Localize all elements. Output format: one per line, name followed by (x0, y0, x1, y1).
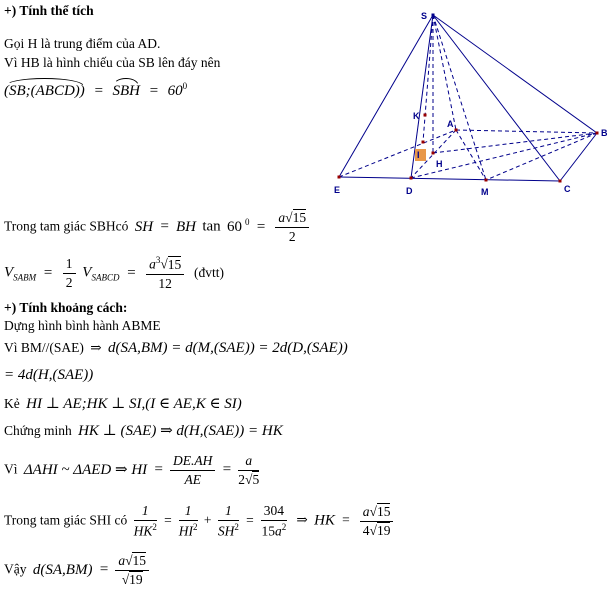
figure-point-label-I: I (417, 150, 420, 160)
angle-value: 60 (167, 83, 183, 99)
figure-point-marker-D (410, 177, 413, 180)
figure-point-marker-H (432, 152, 435, 155)
figure-point-marker-A (455, 129, 458, 132)
plus-sign: + (203, 512, 212, 528)
figure-point-marker-S (432, 14, 435, 17)
figure-edge-SA (433, 15, 456, 130)
equals-sign: = (255, 218, 267, 235)
line-ke: Kẻ HI ⊥ AE;HK ⊥ SI,(I ∈ AE,K ∈ SI) (4, 396, 242, 412)
figure-point-label-H: H (436, 159, 443, 169)
formula-sh: Trong tam giác SBHcó SH = BH tan 60 $^0$ = $\frac{a√15}{2}$ (4, 210, 312, 245)
figure-point-marker-M (485, 179, 488, 182)
fraction-asqrt15-over-4sqrt19: $\frac{a√15}{4√19}$ (360, 504, 394, 539)
line-chung-minh: Chứng minh HK ⊥ (SAE) ⇒ d(H,(SAE)) = HK (4, 423, 283, 439)
figure-edge-SB (433, 15, 597, 133)
line-shi: Trong tam giác SHI có $\frac{1}{HK^2}$ = $\frac{1}{HI^2}$ + $\frac{1}{SH^2}$ = $\frac{304}{15a^2}$ ⇒ HK = $\frac{a√15}{4√19}$ (4, 503, 396, 540)
figure-edge-CB (560, 133, 597, 181)
equals-sign: = (159, 218, 170, 235)
figure-point-marker-E (338, 176, 341, 179)
figure-point-marker-I (422, 141, 425, 144)
fraction-a-sqrt15-over-2: $\frac{a√15}{2}$ (275, 210, 309, 245)
figure-point-label-S: S (421, 11, 428, 21)
fraction-1-over-hk2: $\frac{1}{HK^2}$ (133, 503, 157, 539)
heading-distance: +) Tính khoảng cách: (4, 300, 128, 315)
figure-point-marker-B (596, 132, 599, 135)
figure-point-label-B: B (601, 128, 608, 138)
line-midpoint: Gọi H là trung điểm của AD. (4, 36, 161, 51)
line-bm: Vì BM//(SAE) ⇒ d(SA,BM) = d(M,(SAE)) = 2d(D,(SAE)) (4, 340, 348, 356)
equals-sign: = (98, 561, 109, 578)
formula-angle (4, 81, 187, 100)
figure-point-marker-C (559, 180, 562, 183)
fraction-1-over-sh2: $\frac{1}{SH^2}$ (217, 503, 239, 539)
equals-sign: = (148, 83, 159, 99)
fraction-a3-sqrt15-over-12: $\frac{a^3√15}{12}$ (146, 255, 184, 292)
figure-point-label-C: C (564, 184, 571, 194)
equals-sign: = (153, 461, 164, 478)
sh-prefix: Trong tam giác SBHcó (4, 218, 129, 234)
figure-point-label-K: K (413, 111, 420, 121)
fraction-deah-over-ae: $\frac{DE.AH}{AE}$ (170, 453, 215, 488)
line-projection: Vì HB là hình chiếu của SB lên đáy nên (4, 55, 221, 70)
angle-lhs: (SB;(ABCD)) (4, 83, 85, 99)
fraction-1-over-hi2: $\frac{1}{HI^2}$ (178, 503, 198, 539)
implies-arrow: ⇒ (90, 340, 102, 355)
equals-sign: = (221, 461, 232, 478)
figure-point-label-A: A (447, 119, 454, 129)
figure-point-marker-K (424, 114, 427, 117)
equals-sign: = (341, 512, 351, 528)
figure-edge-AB (456, 130, 597, 133)
line-final: Vậy d(SA,BM) = $\frac{a√15}{√19}$ (4, 553, 152, 588)
line-expand: = 4d(H,(SAE)) (4, 367, 94, 383)
figure-edge-SC (433, 15, 560, 181)
equals-sign: = (93, 83, 104, 99)
equals-sign: = (245, 512, 255, 528)
pyramid-figure-svg (330, 0, 610, 200)
implies-arrow: ⇒ (296, 512, 308, 528)
figure-edge-EA (339, 130, 456, 177)
figure-edge-HB (433, 133, 597, 153)
heading-volume: +) Tính thể tích (4, 3, 94, 18)
equals-sign: = (42, 264, 54, 281)
fraction-a-over-2sqrt5: $\frac{a}{2√5}$ (238, 453, 260, 487)
figure-point-label-D: D (406, 186, 413, 196)
angle-name: SBH (112, 83, 140, 99)
line-similar-triangles: Vì ΔAHI ~ ΔAED ⇒ HI = $\frac{DE.AH}{AE}$ = $\frac{a}{2√5}$ (4, 453, 260, 487)
equals-sign: = (163, 512, 173, 528)
degree-sup: 0 (182, 81, 188, 91)
figure-edge-SM (433, 15, 486, 180)
figure-point-label-M: M (481, 187, 489, 197)
line-construct: Dựng hình bình hành ABME (4, 318, 161, 333)
equals-sign: = (126, 264, 137, 281)
unit-label: (đvtt) (194, 264, 225, 280)
figure-edge-AM (456, 130, 486, 180)
figure-edge-DB (411, 133, 597, 178)
figure-point-label-E: E (334, 185, 341, 195)
fraction-asqrt15-over-sqrt19: $\frac{a√15}{√19}$ (115, 553, 149, 588)
tan-label: tan (202, 218, 221, 235)
pyramid-figure (330, 0, 610, 200)
figure-edge-EC (339, 177, 560, 181)
formula-volume: $V_{SABM}$ = $\frac{1}{2}$ $V_{SABCD}$ = $\frac{a^3√15}{12}$ (đvtt) (4, 255, 225, 291)
fraction-304-over-15a2: $\frac{304}{15a^2}$ (261, 503, 287, 539)
fraction-one-half: $\frac{1}{2}$ (63, 256, 76, 291)
